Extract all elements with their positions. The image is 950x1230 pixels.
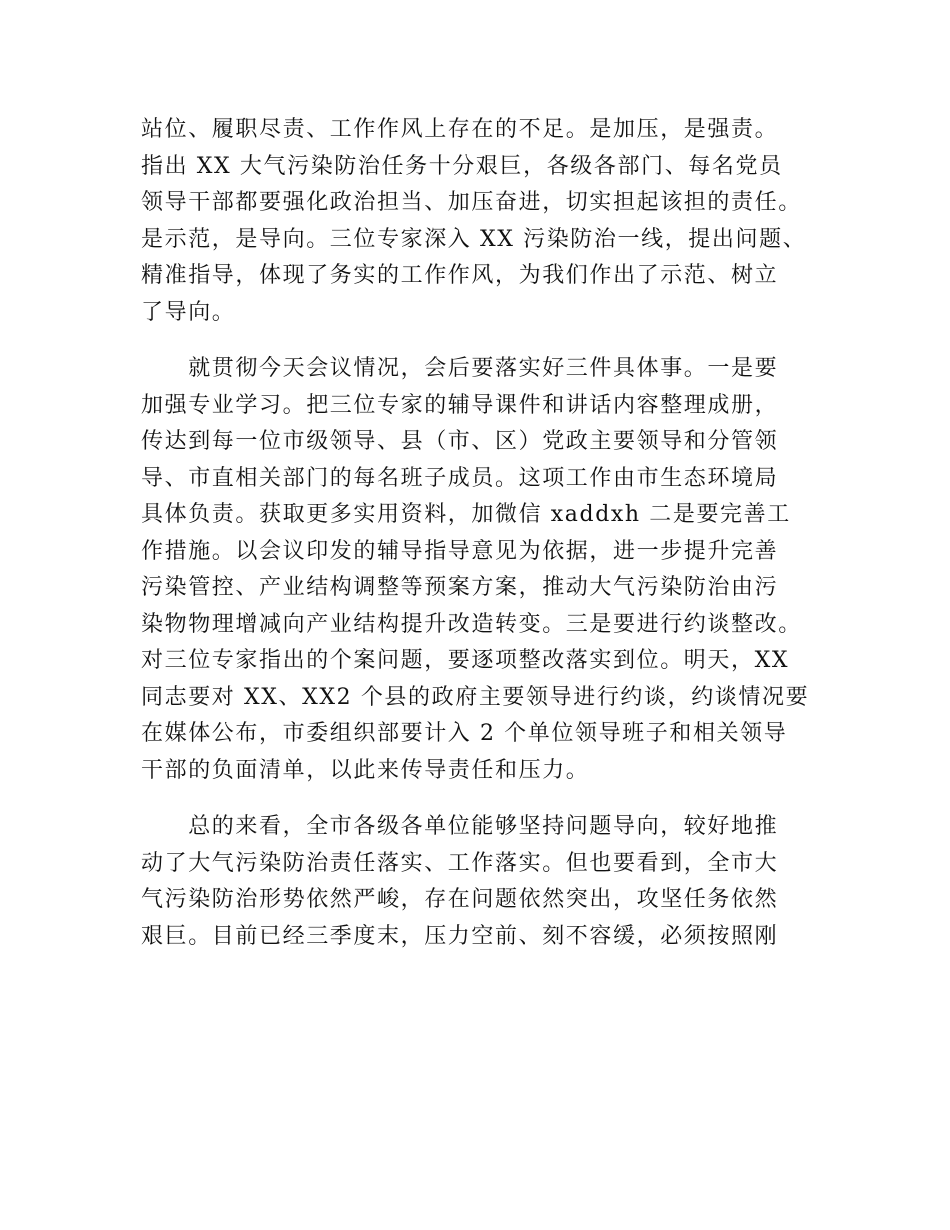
text-line: 同志要对 XX、XX2 个县的政府主要领导进行约谈，约谈情况要 <box>141 684 810 710</box>
text-line: 对三位专家指出的个案问题，要逐项整改落实到位。明天，XX <box>141 648 790 673</box>
text-line: 就贯彻今天会议情况，会后要落实好三件具体事。一是要 <box>141 356 779 381</box>
text-line: 具体负责。获取更多实用资料，加微信 xaddxh 二是要完善工 <box>141 502 791 527</box>
document-page <box>141 112 821 955</box>
text-line: 导、市直相关部门的每名班子成员。这项工作由市生态环境局 <box>141 465 779 491</box>
text-line: 是示范，是导向。三位专家深入 XX 污染防治一线，提出问题、 <box>141 226 807 252</box>
text-line: 领导干部都要强化政治担当、加压奋进，切实担起该担的责任。 <box>141 190 802 215</box>
text-line: 传达到每一位市级领导、县（市、区）党政主要领导和分管领 <box>141 429 779 454</box>
paragraph-2 <box>141 351 821 789</box>
text-line: 在媒体公布，市委组织部要计入 2 个单位领导班子和相关领导 <box>141 721 788 746</box>
paragraph-1 <box>141 112 821 331</box>
text-line: 作措施。以会议印发的辅导指导意见为依据，进一步提升完善 <box>141 538 779 564</box>
text-line: 艰巨。目前已经三季度末，压力空前、刻不容缓，必须按照刚 <box>141 923 779 949</box>
text-line: 加强专业学习。把三位专家的辅导课件和讲话内容整理成册， <box>141 392 779 418</box>
paragraph-3 <box>141 809 821 955</box>
text-line: 污染管控、产业结构调整等预案方案，推动大气污染防治由污 <box>141 575 779 600</box>
text-line: 气污染防治形势依然严峻，存在问题依然突出，攻坚任务依然 <box>141 887 779 912</box>
text-line: 精准指导，体现了务实的工作作风，为我们作出了示范、树立 <box>141 263 779 288</box>
text-line: 指出 XX 大气污染防治任务十分艰巨，各级各部门、每名党员 <box>141 153 783 179</box>
text-line: 站位、履职尽责、工作作风上存在的不足。是加压，是强责。 <box>141 117 779 142</box>
text-line: 总的来看，全市各级各单位能够坚持问题导向，较好地推 <box>141 814 779 839</box>
text-line: 了导向。 <box>141 299 236 325</box>
text-line: 染物物理增减向产业结构提升改造转变。三是要进行约谈整改。 <box>141 611 802 637</box>
text-line: 动了大气污染防治责任落实、工作落实。但也要看到，全市大 <box>141 850 779 876</box>
text-line: 干部的负面清单，以此来传导责任和压力。 <box>141 757 590 783</box>
